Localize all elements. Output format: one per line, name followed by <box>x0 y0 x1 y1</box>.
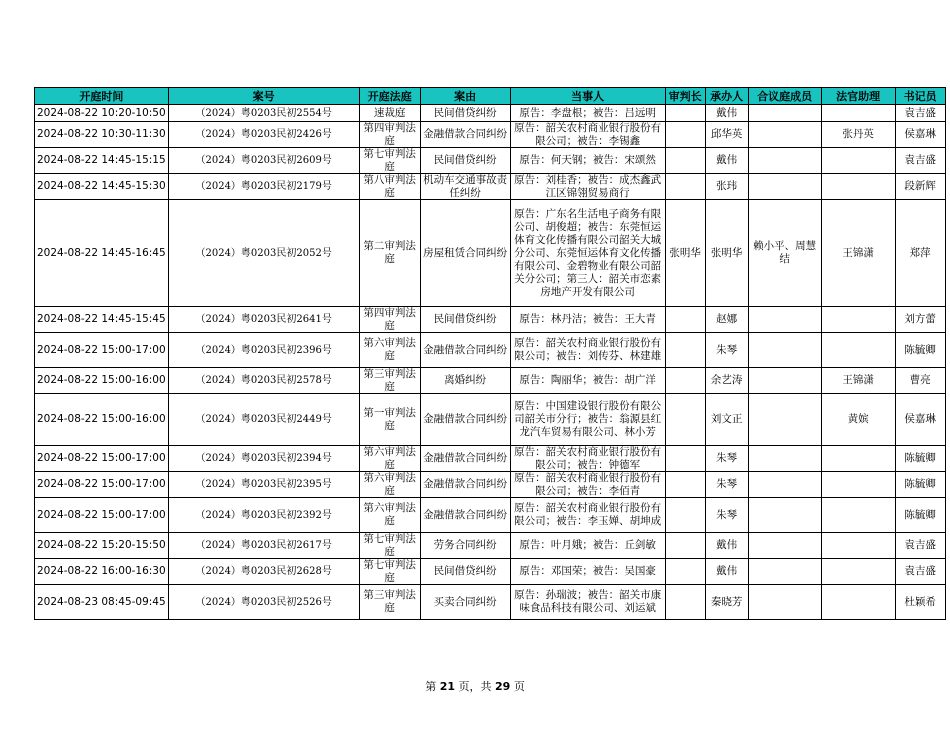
cell-clerk <box>895 368 945 394</box>
cell-case-number <box>168 472 359 498</box>
cell-cause-text: 房屋租赁合同纠纷 <box>423 246 508 259</box>
cell-time-text: 2024-08-22 10:30-11:30 <box>37 128 166 140</box>
cell-courtroom <box>359 333 420 368</box>
cell-case-number-text: （2024）粤0203民初2554号 <box>195 107 332 119</box>
cell-clerk <box>895 533 945 559</box>
cell-parties <box>510 105 665 122</box>
cell-chief-judge <box>665 559 705 585</box>
cell-time <box>35 394 169 446</box>
cell-judge-assistant <box>821 446 895 472</box>
cell-clerk-text: 袁吉盛 <box>904 539 936 551</box>
cell-time <box>35 200 169 307</box>
cell-case-number <box>168 333 359 368</box>
table-row <box>35 559 946 585</box>
cell-parties-text: 原告：李盘根；被告：吕远明 <box>519 106 656 119</box>
header-judge-assistant: 法官助理 <box>821 88 895 105</box>
cell-case-number <box>168 559 359 585</box>
cell-parties <box>510 585 665 620</box>
cell-case-number-text: （2024）粤0203民初2609号 <box>195 155 332 166</box>
cell-courtroom <box>359 394 420 446</box>
cell-clerk-text: 袁吉盛 <box>904 106 936 119</box>
cell-parties <box>510 174 665 200</box>
cell-cause-text: 劳务合同纠纷 <box>433 539 497 551</box>
cell-courtroom-text: 第三审判法庭 <box>363 368 416 393</box>
table-row <box>35 307 946 333</box>
cell-handler-text: 戴伟 <box>716 154 738 166</box>
cell-time-text: 2024-08-22 16:00-16:30 <box>37 565 166 577</box>
cell-parties <box>510 533 665 559</box>
cell-cause-text: 民间借贷纠纷 <box>433 106 497 119</box>
cell-clerk-text: 侯嘉琳 <box>904 413 936 425</box>
cell-panel-members <box>748 472 821 498</box>
cell-chief-judge <box>665 174 705 200</box>
table-row <box>35 585 946 620</box>
cell-cause-text: 民间借贷纠纷 <box>433 313 497 325</box>
cell-panel-members <box>748 446 821 472</box>
cell-courtroom-text: 第七审判法庭 <box>363 148 416 173</box>
cell-judge-assistant-text: 黄嫔 <box>847 413 869 425</box>
cell-case-number-text: （2024）粤0203民初2628号 <box>195 566 332 577</box>
cell-cause <box>420 148 510 174</box>
cell-courtroom-text: 第六审判法庭 <box>363 446 416 471</box>
cell-case-number <box>168 307 359 333</box>
cell-courtroom-text: 第八审判法庭 <box>363 174 416 199</box>
table-body <box>35 105 946 620</box>
cell-clerk <box>895 585 945 620</box>
cell-chief-judge <box>665 498 705 533</box>
cell-case-number <box>168 174 359 200</box>
cell-parties-text: 原告：韶关农村商业银行股份有限公司；被告：李佰青 <box>514 472 662 497</box>
cell-time <box>35 559 169 585</box>
cell-panel-members <box>748 498 821 533</box>
cell-judge-assistant <box>821 105 895 122</box>
cell-parties <box>510 472 665 498</box>
cell-handler-text: 戴伟 <box>716 539 738 551</box>
cell-time <box>35 333 169 368</box>
cell-parties <box>510 148 665 174</box>
cell-judge-assistant <box>821 585 895 620</box>
cell-courtroom <box>359 585 420 620</box>
cell-chief-judge <box>665 307 705 333</box>
cell-courtroom <box>359 122 420 148</box>
cell-panel-members <box>748 307 821 333</box>
header-panel-members: 合议庭成员 <box>748 88 821 105</box>
cell-chief-judge <box>665 122 705 148</box>
cell-clerk <box>895 105 945 122</box>
cell-clerk <box>895 174 945 200</box>
cell-cause <box>420 498 510 533</box>
cell-cause <box>420 472 510 498</box>
cell-cause-text: 民间借贷纠纷 <box>433 154 497 166</box>
cell-clerk-text: 陈毓卿 <box>904 452 936 464</box>
cell-handler <box>705 122 748 148</box>
cell-cause <box>420 307 510 333</box>
cell-courtroom-text: 第三审判法庭 <box>363 589 416 614</box>
cell-time <box>35 105 169 122</box>
cell-case-number <box>168 394 359 446</box>
cell-time <box>35 472 169 498</box>
cell-cause <box>420 333 510 368</box>
cell-case-number-text: （2024）粤0203民初2526号 <box>195 596 332 608</box>
cell-courtroom <box>359 498 420 533</box>
cell-clerk-text: 袁吉盛 <box>904 565 936 577</box>
cell-handler-text: 张明华 <box>710 246 743 259</box>
cell-handler <box>705 333 748 368</box>
cell-parties <box>510 200 665 307</box>
cell-case-number-text: （2024）粤0203民初2641号 <box>195 314 332 325</box>
cell-time-text: 2024-08-22 14:45-15:45 <box>37 313 166 325</box>
cell-panel-members <box>748 533 821 559</box>
cell-courtroom-text: 第四审判法庭 <box>363 122 416 147</box>
cell-clerk-text: 杜颖希 <box>904 595 936 608</box>
cell-clerk <box>895 498 945 533</box>
cell-time <box>35 585 169 620</box>
cell-case-number <box>168 446 359 472</box>
table-row <box>35 368 946 394</box>
cell-time-text: 2024-08-22 14:45-15:15 <box>37 154 166 166</box>
cell-courtroom <box>359 105 420 122</box>
cell-chief-judge-text: 张明华 <box>669 246 701 259</box>
table-row <box>35 446 946 472</box>
cell-case-number-text: （2024）粤0203民初2617号 <box>195 540 332 551</box>
cell-courtroom-text: 速裁庭 <box>373 106 406 119</box>
cell-parties <box>510 394 665 446</box>
cell-handler <box>705 498 748 533</box>
cell-parties <box>510 122 665 148</box>
cell-handler-text: 朱琴 <box>716 452 738 464</box>
cell-time-text: 2024-08-22 14:45-15:30 <box>37 180 166 192</box>
cell-cause <box>420 122 510 148</box>
page-footer <box>0 678 950 694</box>
cell-judge-assistant <box>821 394 895 446</box>
cell-parties <box>510 559 665 585</box>
cell-courtroom <box>359 559 420 585</box>
table-row <box>35 333 946 368</box>
cell-case-number-text: （2024）粤0203民初2449号 <box>195 414 332 425</box>
cell-case-number-text: （2024）粤0203民初2392号 <box>195 509 332 521</box>
header-row <box>35 88 946 105</box>
cell-parties-text: 原告：韶关农村商业银行股份有限公司；被告：刘传芬、林建雄 <box>514 337 662 362</box>
cell-cause <box>420 200 510 307</box>
cell-clerk-text: 陈毓卿 <box>904 478 936 490</box>
cell-panel-members <box>748 174 821 200</box>
cell-parties-text: 原告：邓国荣；被告：吴国豪 <box>519 565 656 577</box>
cell-time-text: 2024-08-22 15:00-17:00 <box>37 478 166 490</box>
cell-handler-text: 余艺涛 <box>710 374 743 386</box>
cell-cause-text: 金融借款合同纠纷 <box>423 452 508 464</box>
cell-parties-text: 原告：韶关农村商业银行股份有限公司；被告：李玉婵、胡坤成 <box>514 502 662 527</box>
cell-cause <box>420 585 510 620</box>
cell-cause-text: 金融借款合同纠纷 <box>423 128 508 140</box>
cell-case-number-text: （2024）粤0203民初2396号 <box>195 344 332 356</box>
cell-clerk <box>895 148 945 174</box>
cell-handler-text: 刘文正 <box>710 413 743 425</box>
cell-time-text: 2024-08-22 15:00-17:00 <box>37 452 166 464</box>
cell-case-number <box>168 122 359 148</box>
cell-time <box>35 533 169 559</box>
cell-chief-judge <box>665 446 705 472</box>
cell-handler <box>705 174 748 200</box>
table-row <box>35 498 946 533</box>
cell-courtroom <box>359 446 420 472</box>
cell-case-number-text: （2024）粤0203民初2394号 <box>195 453 332 464</box>
header-clerk: 书记员 <box>895 88 945 105</box>
cell-panel-members <box>748 333 821 368</box>
cell-judge-assistant-text: 王锦潇 <box>842 374 874 386</box>
cell-courtroom-text: 第四审判法庭 <box>363 307 416 332</box>
cell-parties-text: 原告：广东名生活电子商务有限公司、胡俊超；被告：东莞恒运体育文化传播有限公司韶关大城分公司、东莞恒运体育文化传播有限公司、金碧物业有限公司韶关分公司；第三人：韶关市恋素房地产开发有限公司 <box>514 207 662 298</box>
cell-judge-assistant <box>821 122 895 148</box>
cell-parties <box>510 307 665 333</box>
cell-parties-text: 原告：林丹洁；被告：王大青 <box>519 313 656 325</box>
cell-case-number-text: （2024）粤0203民初2179号 <box>195 181 332 192</box>
cell-handler <box>705 105 748 122</box>
cell-time <box>35 446 169 472</box>
cell-clerk-text: 段新辉 <box>904 180 936 192</box>
cell-handler <box>705 307 748 333</box>
cell-clerk <box>895 394 945 446</box>
cell-cause-text: 金融借款合同纠纷 <box>423 413 508 425</box>
cell-clerk <box>895 472 945 498</box>
cell-cause <box>420 105 510 122</box>
cell-case-number <box>168 368 359 394</box>
court-schedule-table <box>34 87 946 620</box>
cell-judge-assistant <box>821 498 895 533</box>
cell-cause-text: 离婚纠纷 <box>444 374 487 386</box>
cell-handler-text: 朱琴 <box>716 508 738 521</box>
cell-judge-assistant-text: 张丹英 <box>842 128 874 140</box>
cell-time-text: 2024-08-22 15:00-16:00 <box>37 413 166 425</box>
cell-handler <box>705 368 748 394</box>
cell-parties-text: 原告：孙瑞波；被告：韶关市康味食品科技有限公司、刘运斌 <box>514 589 662 614</box>
cell-panel-members <box>748 394 821 446</box>
cell-courtroom-text: 第一审判法庭 <box>363 406 416 432</box>
cell-time <box>35 148 169 174</box>
cell-parties-text: 原告：何天钢；被告：宋颂然 <box>519 154 656 166</box>
cell-case-number <box>168 148 359 174</box>
cell-chief-judge <box>665 105 705 122</box>
cell-panel-members <box>748 585 821 620</box>
cell-clerk <box>895 559 945 585</box>
table-row <box>35 394 946 446</box>
cell-case-number <box>168 533 359 559</box>
cell-courtroom <box>359 174 420 200</box>
header-handler: 承办人 <box>705 88 748 105</box>
cell-handler <box>705 200 748 307</box>
cell-cause <box>420 368 510 394</box>
cell-courtroom-text: 第六审判法庭 <box>363 502 416 527</box>
cell-handler-text: 邱华英 <box>710 128 743 140</box>
cell-cause-text: 买卖合同纠纷 <box>433 595 497 608</box>
cell-courtroom <box>359 368 420 394</box>
cell-judge-assistant <box>821 533 895 559</box>
cell-clerk-text: 侯嘉琳 <box>904 128 936 140</box>
footer-page-number: 21 <box>439 680 455 693</box>
header-cause: 案由 <box>420 88 510 105</box>
table-row <box>35 122 946 148</box>
cell-clerk-text: 陈毓卿 <box>904 508 936 521</box>
cell-panel-members <box>748 148 821 174</box>
cell-cause-text: 民间借贷纠纷 <box>433 565 497 577</box>
cell-cause <box>420 533 510 559</box>
cell-cause-text: 金融借款合同纠纷 <box>423 478 508 490</box>
cell-judge-assistant-text: 王锦潇 <box>842 246 874 259</box>
cell-panel-members-text: 赖小平、周慧结 <box>753 240 817 265</box>
cell-courtroom-text: 第六审判法庭 <box>363 337 416 362</box>
cell-clerk <box>895 333 945 368</box>
cell-judge-assistant <box>821 307 895 333</box>
cell-clerk-text: 曹亮 <box>909 374 931 386</box>
cell-time-text: 2024-08-23 08:45-09:45 <box>37 595 166 608</box>
table-row <box>35 200 946 307</box>
cell-courtroom <box>359 200 420 307</box>
cell-parties-text: 原告：刘桂香；被告：成杰鑫武江区锦翎贸易商行 <box>514 174 662 199</box>
cell-clerk <box>895 307 945 333</box>
cell-cause <box>420 174 510 200</box>
cell-handler-text: 戴伟 <box>716 106 738 119</box>
cell-parties-text: 原告：陶丽华；被告：胡广洋 <box>519 374 656 386</box>
cell-judge-assistant <box>821 200 895 307</box>
cell-handler <box>705 585 748 620</box>
cell-chief-judge <box>665 333 705 368</box>
cell-chief-judge <box>665 368 705 394</box>
cell-clerk <box>895 200 945 307</box>
cell-time-text: 2024-08-22 15:00-17:00 <box>37 508 166 521</box>
cell-cause-text: 机动车交通事故责任纠纷 <box>423 174 508 199</box>
cell-courtroom <box>359 533 420 559</box>
table-row <box>35 148 946 174</box>
cell-chief-judge <box>665 394 705 446</box>
cell-chief-judge <box>665 148 705 174</box>
cell-time <box>35 368 169 394</box>
cell-cause-text: 金融借款合同纠纷 <box>423 508 508 521</box>
footer-prefix: 第 <box>425 680 437 693</box>
footer-middle: 页，共 <box>458 680 492 693</box>
table-row <box>35 533 946 559</box>
cell-judge-assistant <box>821 174 895 200</box>
cell-cause <box>420 394 510 446</box>
cell-handler <box>705 472 748 498</box>
cell-time-text: 2024-08-22 15:00-17:00 <box>37 343 166 356</box>
cell-handler-text: 秦晓芳 <box>710 595 743 608</box>
cell-courtroom <box>359 472 420 498</box>
cell-case-number <box>168 498 359 533</box>
cell-panel-members <box>748 368 821 394</box>
cell-time <box>35 498 169 533</box>
cell-courtroom <box>359 307 420 333</box>
cell-time-text: 2024-08-22 14:45-16:45 <box>37 246 166 259</box>
cell-case-number-text: （2024）粤0203民初2578号 <box>195 375 332 386</box>
cell-handler-text: 戴伟 <box>716 565 738 577</box>
cell-panel-members <box>748 105 821 122</box>
cell-cause <box>420 446 510 472</box>
cell-chief-judge <box>665 585 705 620</box>
header-parties: 当事人 <box>510 88 665 105</box>
cell-courtroom-text: 第七审判法庭 <box>363 559 416 584</box>
cell-case-number-text: （2024）粤0203民初2052号 <box>195 247 332 259</box>
cell-panel-members <box>748 122 821 148</box>
cell-handler <box>705 446 748 472</box>
cell-case-number-text: （2024）粤0203民初2426号 <box>195 129 332 140</box>
cell-courtroom-text: 第二审判法庭 <box>363 240 416 265</box>
cell-handler <box>705 148 748 174</box>
cell-handler <box>705 394 748 446</box>
table-row <box>35 472 946 498</box>
cell-time-text: 2024-08-22 10:20-10:50 <box>37 106 166 119</box>
cell-chief-judge <box>665 533 705 559</box>
cell-case-number <box>168 105 359 122</box>
cell-clerk-text: 刘方蕾 <box>904 313 936 325</box>
cell-chief-judge <box>665 472 705 498</box>
table-row <box>35 174 946 200</box>
cell-clerk-text: 郑萍 <box>909 246 931 259</box>
cell-courtroom-text: 第六审判法庭 <box>363 472 416 497</box>
cell-courtroom-text: 第七审判法庭 <box>363 533 416 558</box>
header-courtroom: 开庭法庭 <box>359 88 420 105</box>
footer-total-pages: 29 <box>495 680 511 693</box>
header-case-number: 案号 <box>168 88 359 105</box>
cell-chief-judge <box>665 200 705 307</box>
cell-parties <box>510 498 665 533</box>
cell-time <box>35 122 169 148</box>
table-row <box>35 105 946 122</box>
header-time: 开庭时间 <box>35 88 169 105</box>
cell-clerk <box>895 122 945 148</box>
cell-cause <box>420 559 510 585</box>
cell-handler-text: 朱琴 <box>716 478 738 490</box>
cell-case-number-text: （2024）粤0203民初2395号 <box>195 479 332 490</box>
cell-clerk-text: 袁吉盛 <box>904 154 936 166</box>
cell-handler-text: 张玮 <box>716 180 738 192</box>
cell-judge-assistant <box>821 148 895 174</box>
cell-parties <box>510 446 665 472</box>
cell-time <box>35 307 169 333</box>
cell-time-text: 2024-08-22 15:00-16:00 <box>37 374 166 386</box>
cell-judge-assistant <box>821 368 895 394</box>
cell-judge-assistant <box>821 333 895 368</box>
cell-case-number <box>168 585 359 620</box>
cell-clerk <box>895 446 945 472</box>
header-chief-judge: 审判长 <box>665 88 705 105</box>
footer-suffix: 页 <box>513 680 525 693</box>
cell-parties <box>510 368 665 394</box>
cell-parties-text: 原告：韶关农村商业银行股份有限公司；被告：钟德军 <box>514 446 662 471</box>
cell-handler <box>705 533 748 559</box>
cell-case-number <box>168 200 359 307</box>
cell-time-text: 2024-08-22 15:20-15:50 <box>37 539 166 551</box>
cell-judge-assistant <box>821 559 895 585</box>
cell-handler <box>705 559 748 585</box>
cell-parties-text: 原告：叶月娥；被告：丘剑敏 <box>519 539 656 551</box>
cell-parties <box>510 333 665 368</box>
cell-handler-text: 朱琴 <box>716 343 738 356</box>
cell-panel-members <box>748 200 821 307</box>
cell-parties-text: 原告：韶关农村商业银行股份有限公司；被告：李锡鑫 <box>514 122 662 147</box>
cell-panel-members <box>748 559 821 585</box>
cell-courtroom <box>359 148 420 174</box>
cell-judge-assistant <box>821 472 895 498</box>
cell-handler-text: 赵娜 <box>716 313 738 325</box>
cell-clerk-text: 陈毓卿 <box>904 343 936 356</box>
cell-parties-text: 原告：中国建设银行股份有限公司韶关市分行；被告：翁源县红龙汽车贸易有限公司、林小芳 <box>514 400 662 438</box>
cell-cause-text: 金融借款合同纠纷 <box>423 343 508 356</box>
cell-time <box>35 174 169 200</box>
